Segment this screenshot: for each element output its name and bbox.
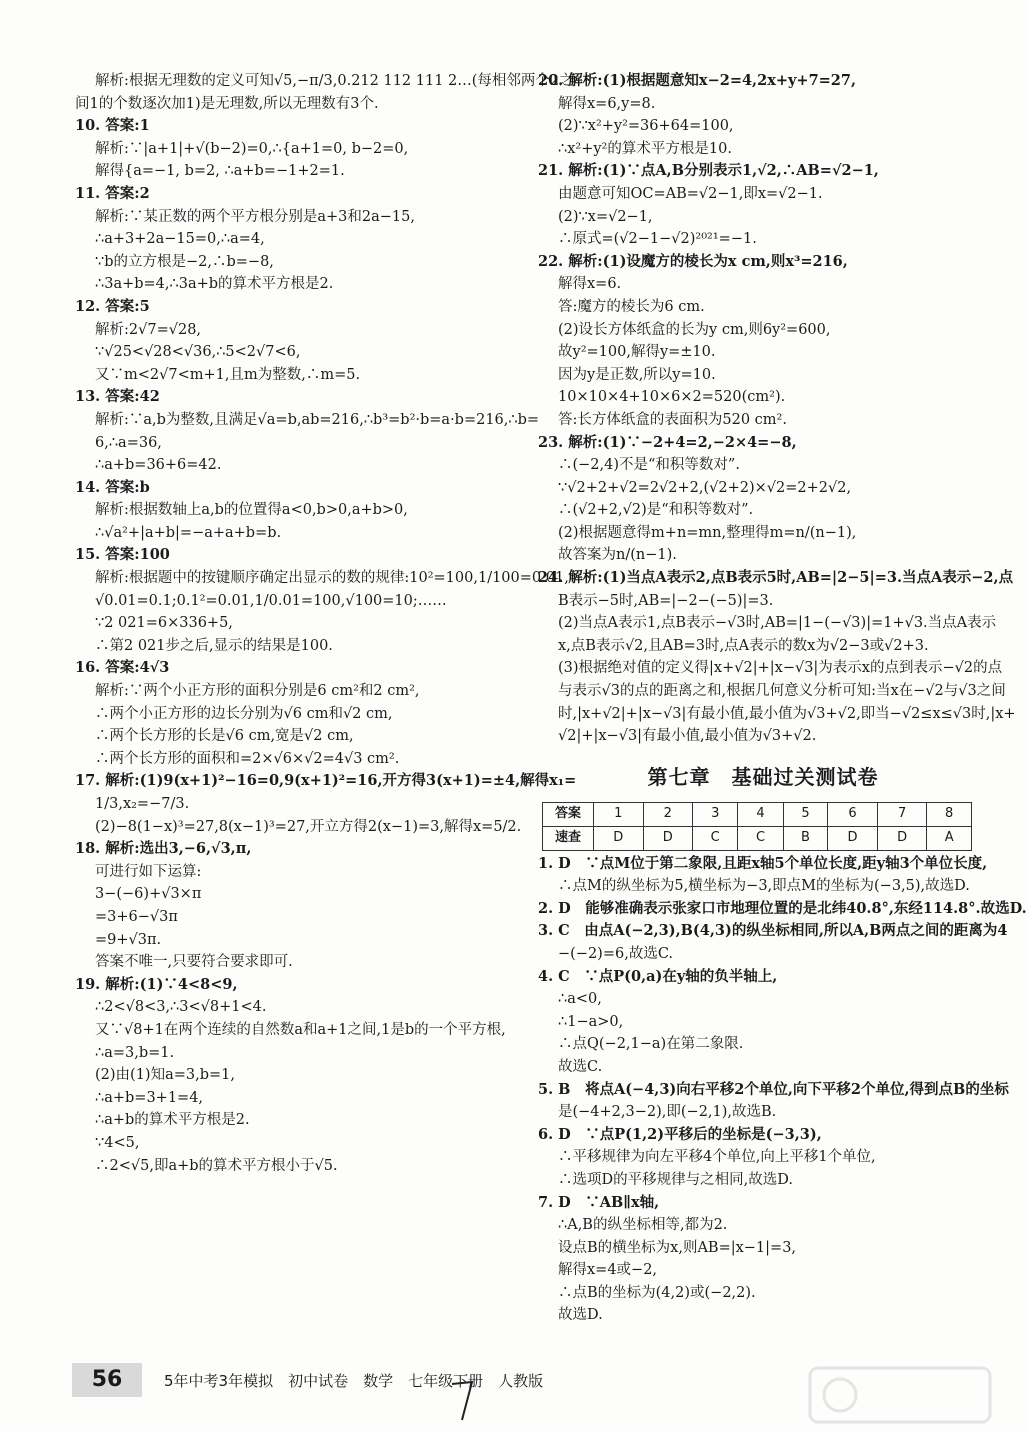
left-column-line: ∵√25<√28<√36,∴5<2√7<6, <box>95 344 301 361</box>
right-bottom-line: 解得x=4或−2, <box>558 1262 658 1279</box>
right-top-line: B表示−5时,AB=|−2−(−5)|=3. <box>558 592 774 609</box>
left-column-line: 解析:根据题中的按键顺序确定出显示的数的规律:10²=100,1/100=0.01, <box>95 570 569 587</box>
answer-table <box>542 802 972 850</box>
right-top-line: 与表示√3的点的距离之和,根据几何意义分析可知:当x在−√2与√3之间 <box>558 683 1006 700</box>
left-column-line: =3+6−√3π <box>95 908 178 925</box>
right-bottom-line: 2. D 能够准确表示张家口市地理位置的是北纬40.8°,东经114.8°.故选D. <box>538 899 1027 917</box>
page-number: 56 <box>72 1363 142 1397</box>
left-column-line: ∴2<√5,即a+b的算术平方根小于√5. <box>95 1157 338 1174</box>
left-column-line: 19. 解析:(1)∵4<8<9, <box>75 975 238 993</box>
left-column-line: 解析:2√7=√28, <box>95 321 202 338</box>
left-column-line: 15. 答案:100 <box>75 546 170 564</box>
left-column-line: 13. 答案:42 <box>75 388 160 406</box>
left-column-line: ∴两个小正方形的边长分别为√6 cm和√2 cm, <box>95 705 393 722</box>
answer-table-number: 6 <box>828 803 878 827</box>
left-column-line: ∴a=3,b=1. <box>95 1044 175 1061</box>
left-column-line: ∴2<√8<3,∴3<√8+1<4. <box>95 999 267 1016</box>
right-top-line: 21. 解析:(1)∵点A,B分别表示1,√2,∴AB=√2−1, <box>538 162 879 180</box>
left-column-line: 解析:根据无理数的定义可知√5,−π/3,0.212 112 111 2…(每相邻两个2之 <box>95 73 574 89</box>
left-column-line: (2)−8(1−x)³=27,8(x−1)³=27,开立方得2(x−1)=3,解得x=5/2. <box>95 818 522 835</box>
right-top-line: (2)∵x=√2−1, <box>558 208 653 225</box>
left-column-line: 解得{a=−1, b=2, ∴a+b=−1+2=1. <box>95 163 345 180</box>
right-bottom-line: ∴1−a>0, <box>558 1013 624 1030</box>
answer-table-number: 7 <box>877 803 927 827</box>
answer-table-answer: C <box>738 827 783 851</box>
right-top-line: 时,|x+√2|+|x−√3|有最小值,最小值为√3+√2,即当−√2≤x≤√3时,|x+ <box>558 705 1016 722</box>
right-top-line: ∴(√2+2,√2)是“和积等数对”. <box>558 502 754 519</box>
left-column-line: ∴两个长方形的面积和=2×√6×√2=4√3 cm². <box>95 750 400 767</box>
right-bottom-line: ∴点Q(−2,1−a)在第二象限. <box>558 1036 744 1053</box>
right-top-line: ∴x²+y²的算术平方根是10. <box>558 140 732 157</box>
right-bottom-line: 3. C 由点A(−2,3),B(4,3)的纵坐标相同,所以A,B两点之间的距离为4 <box>538 922 1008 940</box>
answer-table-number: 8 <box>927 803 972 827</box>
right-bottom-line: 6. D ∵点P(1,2)平移后的坐标是(−3,3), <box>538 1125 822 1143</box>
right-top-line: 答:长方体纸盒的表面积为520 cm². <box>558 411 787 428</box>
left-column-line: 17. 解析:(1)9(x+1)²−16=0,9(x+1)²=16,开方得3(x+1)=±4,解得x₁= <box>75 772 577 790</box>
left-column-line: √0.01=0.1;0.1²=0.01,1/0.01=100,√100=10;…… <box>95 592 447 609</box>
answer-table-number: 2 <box>643 803 693 827</box>
chapter-title: 第七章 基础过关测试卷 <box>647 764 879 789</box>
right-bottom-line: 是(−4+2,3−2),即(−2,1),故选B. <box>558 1104 777 1121</box>
answer-table-number: 4 <box>738 803 783 827</box>
left-column-line: 答案不唯一,只要符合要求即可. <box>95 954 293 971</box>
right-top-line: ∵√2+2+√2=2√2+2,(√2+2)×√2=2+2√2, <box>558 479 852 496</box>
right-bottom-line: 4. C ∵点P(0,a)在y轴的负半轴上, <box>538 967 778 985</box>
right-bottom-line: 故选C. <box>558 1058 603 1075</box>
left-column-line: 解析:∵两个小正方形的面积分别是6 cm²和2 cm², <box>95 683 420 700</box>
left-column-line: 1/3,x₂=−7/3. <box>95 796 190 812</box>
right-top-line: 22. 解析:(1)设魔方的棱长为x cm,则x³=216, <box>538 252 848 270</box>
right-top-line: 20. 解析:(1)根据题意知x−2=4,2x+y+7=27, <box>538 72 857 89</box>
answer-table-number: 1 <box>594 803 644 827</box>
solutions-20-24 <box>538 70 1016 748</box>
left-column-line: ∴a+b的算术平方根是2. <box>95 1112 250 1129</box>
right-top-line: (2)∵x²+y²=36+64=100, <box>558 118 734 135</box>
left-column-line: (2)由(1)知a=3,b=1, <box>95 1067 235 1084</box>
answer-table-answer: C <box>693 827 738 851</box>
left-column-line: 又∵m<2√7<m+1,且m为整数,∴m=5. <box>95 366 361 383</box>
right-top-line: 24. 解析:(1)当点A表示2,点B表示5时,AB=|2−5|=3.当点A表示−2,点 <box>538 569 1014 587</box>
right-bottom-line: 设点B的横坐标为x,则AB=|x−1|=3, <box>558 1239 797 1256</box>
left-column-line: 12. 答案:5 <box>75 297 150 315</box>
chapter-seven-solutions <box>538 853 1027 1327</box>
footer-book-title: 5年中考3年模拟 初中试卷 数学 七年级下册 人教版 <box>164 1372 544 1390</box>
right-top-line: 解得x=6,y=8. <box>558 95 656 112</box>
left-column-line: 3−(−6)+√3×π <box>95 886 202 903</box>
right-bottom-line: 故选D. <box>558 1307 603 1324</box>
left-column-line: 又∵√8+1在两个连续的自然数a和a+1之间,1是b的一个平方根, <box>95 1021 506 1038</box>
left-column-line: 解析:根据数轴上a,b的位置得a<0,b>0,a+b>0, <box>95 502 408 519</box>
right-top-line: 因为y是正数,所以y=10. <box>558 366 716 383</box>
answer-table-row-label: 速查 <box>543 827 594 851</box>
left-column-line: =9+√3π. <box>95 931 162 948</box>
left-column-line: ∴√a²+|a+b|=−a+a+b=b. <box>95 524 282 541</box>
left-column-line: ∴第2 021步之后,显示的结果是100. <box>95 637 333 654</box>
left-column-line: 解析:∵某正数的两个平方根分别是a+3和2a−15, <box>95 208 415 225</box>
right-bottom-line: 7. D ∵AB∥x轴, <box>538 1193 660 1211</box>
answer-table-answer: D <box>594 827 644 851</box>
right-top-line: 10×10×4+10×6×2=520(cm²). <box>558 389 786 406</box>
left-column-line: ∵b的立方根是−2,∴b=−8, <box>95 253 274 270</box>
right-top-line: 解得x=6. <box>558 276 622 293</box>
left-column-line: ∵4<5, <box>95 1134 140 1151</box>
right-bottom-line: ∴点B的坐标为(4,2)或(−2,2). <box>558 1284 756 1301</box>
page-footer <box>72 1363 592 1397</box>
answer-table-number: 5 <box>783 803 828 827</box>
right-bottom-line: 5. B 将点A(−4,3)向右平移2个单位,向下平移2个单位,得到点B的坐标 <box>538 1080 1009 1098</box>
right-top-line: 答:魔方的棱长为6 cm. <box>558 298 705 315</box>
right-bottom-line: ∴a<0, <box>558 991 602 1008</box>
right-top-line: ∴原式=(√2−1−√2)²⁰²¹=−1. <box>558 231 757 248</box>
left-column-line: 18. 解析:选出3,−6,√3,π, <box>75 840 252 858</box>
left-column-line: ∴a+3+2a−15=0,∴a=4, <box>95 231 265 248</box>
right-top-line: (3)根据绝对值的定义得|x+√2|+|x−√3|为表示x的点到表示−√2的点 <box>558 660 1003 677</box>
answer-table-header-label: 答案 <box>543 803 594 827</box>
right-top-line: 23. 解析:(1)∵−2+4=2,−2×4=−8, <box>538 433 797 451</box>
answer-table-answer: D <box>828 827 878 851</box>
answer-table-number: 3 <box>693 803 738 827</box>
right-top-line: x,点B表示√2,且AB=3时,点A表示的数x为√2−3或√2+3. <box>558 637 929 654</box>
right-bottom-line: ∴A,B的纵坐标相等,都为2. <box>558 1217 728 1234</box>
left-column-line: 6,∴a=36, <box>95 434 162 451</box>
left-column-line: 解析:∵|a+1|+√(b−2)=0,∴{a+1=0, b−2=0, <box>95 140 409 157</box>
answer-table-answer: A <box>927 827 972 851</box>
handwritten-mark <box>448 1378 478 1423</box>
answer-table-answer: D <box>877 827 927 851</box>
left-column-line: 14. 答案:b <box>75 478 150 496</box>
right-top-line: (2)设长方体纸盒的长为y cm,则6y²=600, <box>558 321 831 338</box>
right-bottom-line: ∴点M的纵坐标为5,横坐标为−3,即点M的坐标为(−3,5),故选D. <box>558 878 970 895</box>
right-top-line: ∴(−2,4)不是“和积等数对”. <box>558 457 740 474</box>
right-bottom-line: ∴平移规律为向左平移4个单位,向上平移1个单位, <box>558 1149 876 1166</box>
left-column-line: 16. 答案:4√3 <box>75 659 170 677</box>
right-top-line: √2|+|x−√3|有最小值,最小值为√3+√2. <box>558 728 817 745</box>
left-column-line: ∴两个长方形的长是√6 cm,宽是√2 cm, <box>95 728 354 745</box>
right-column <box>538 70 1027 1327</box>
left-column-line: ∴3a+b=4,∴3a+b的算术平方根是2. <box>95 276 334 293</box>
right-bottom-line: −(−2)=6,故选C. <box>558 945 674 962</box>
left-column-line: 可进行如下运算: <box>95 863 202 880</box>
answer-table-answer: B <box>783 827 828 851</box>
left-column-line: 10. 答案:1 <box>75 117 150 135</box>
right-top-line: 故答案为n/(n−1). <box>558 547 677 564</box>
answer-table-answer: D <box>643 827 693 851</box>
left-column-line: 解析:∵a,b为整数,且满足√a=b,ab=216,∴b³=b²·b=a·b=216,∴b= <box>95 411 540 428</box>
right-top-line: (2)根据题意得m+n=mn,整理得m=n/(n−1), <box>558 524 857 541</box>
left-column-line: ∴a+b=3+1=4, <box>95 1089 204 1106</box>
right-bottom-line: 1. D ∵点M位于第二象限,且距x轴5个单位长度,距y轴3个单位长度, <box>538 854 988 872</box>
left-column-line: 间1的个数逐次加1)是无理数,所以无理数有3个. <box>75 95 379 112</box>
left-column-line: ∴a+b=36+6=42. <box>95 457 222 474</box>
right-top-line: 由题意可知OC=AB=√2−1,即x=√2−1. <box>558 185 823 202</box>
right-top-line: (2)当点A表示1,点B表示−√3时,AB=|1−(−√3)|=1+√3.当点A表示 <box>558 615 997 632</box>
left-column-line: ∵2 021=6×336+5, <box>95 615 233 632</box>
right-bottom-line: ∴选项D的平移规律与之相同,故选D. <box>558 1171 793 1188</box>
left-column-line: 11. 答案:2 <box>75 184 150 202</box>
watermark-logo <box>800 1360 1000 1430</box>
right-top-line: 故y²=100,解得y=±10. <box>558 344 716 361</box>
